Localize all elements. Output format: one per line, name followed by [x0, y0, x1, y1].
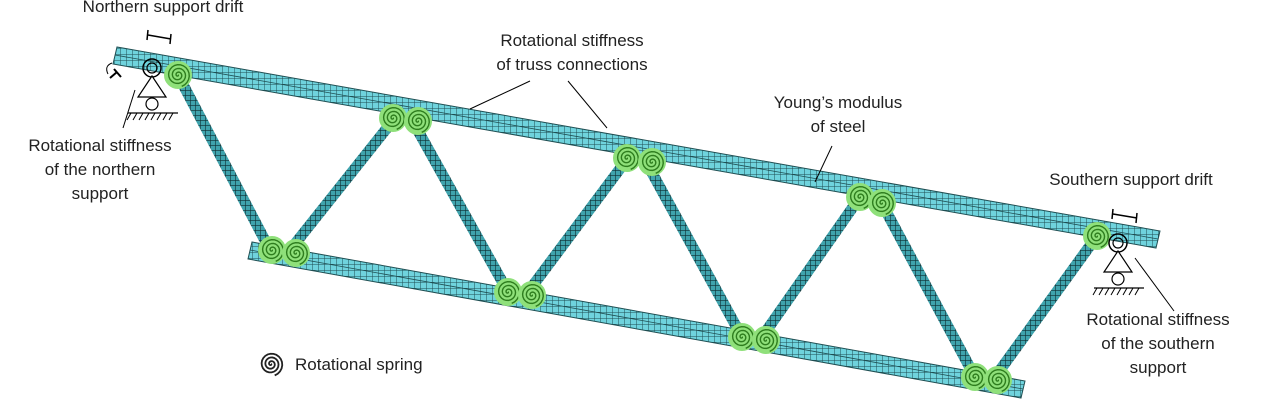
legend [262, 354, 423, 376]
southern-support-drift-label: Southern support drift [1049, 170, 1213, 189]
rotational-spring-8 [1084, 223, 1111, 250]
rotational-spring-10 [283, 240, 310, 267]
rot-truss-label-line1: Rotational stiffness [500, 31, 644, 50]
rot-south-label-line3: support [1129, 358, 1187, 377]
diagonal-member-2 [290, 118, 395, 250]
rotational-spring-2 [380, 105, 407, 132]
rotational-spring-5 [639, 149, 666, 176]
northern-drift-marker [147, 30, 171, 44]
rotational-spring-1 [165, 62, 192, 89]
rotational-spring-14 [753, 327, 780, 354]
rotational-spring-4 [614, 145, 641, 172]
rotational-spring-13 [729, 324, 756, 351]
diagonal-member-4 [528, 158, 628, 292]
rotational-spring-12 [519, 282, 546, 309]
rot-north-label-line2: of the northern [44, 160, 156, 179]
youngs-modulus-label-line2: of steel [810, 117, 866, 136]
rotational-spring-16 [985, 367, 1012, 394]
legend-label: Rotational spring [295, 355, 423, 374]
legend-spring-glyph [262, 354, 283, 376]
bottom-chord [248, 242, 1025, 398]
rot-north-label-line3: support [71, 184, 129, 203]
southern-drift-marker [1112, 209, 1137, 223]
diagonal-member-8 [995, 236, 1097, 377]
diagonal-members [178, 75, 1097, 377]
rotational-spring-3 [405, 108, 432, 135]
rot-south-label-line2: of the southern [1101, 334, 1215, 353]
diagonal-member-3 [412, 120, 508, 292]
diagonal-member-6 [762, 197, 860, 337]
rot-south-label-line1: Rotational stiffness [1086, 310, 1230, 329]
rotational-spring-9 [259, 237, 286, 264]
rot-truss-label-line2: of truss connections [496, 55, 648, 74]
northern-support-drift-label: Northern support drift [82, 0, 244, 16]
top-chord [113, 47, 1160, 248]
rotational-spring-icon [262, 354, 283, 376]
rot-north-label-line1: Rotational stiffness [28, 136, 172, 155]
rotational-spring-7 [869, 190, 896, 217]
rotational-spring-11 [495, 279, 522, 306]
diagonal-member-5 [645, 160, 742, 337]
diagonal-member-1 [178, 75, 270, 250]
diagonal-member-7 [880, 200, 975, 377]
leader-lines [123, 81, 1174, 311]
youngs-modulus-label-line1: Young’s modulus [773, 93, 903, 112]
